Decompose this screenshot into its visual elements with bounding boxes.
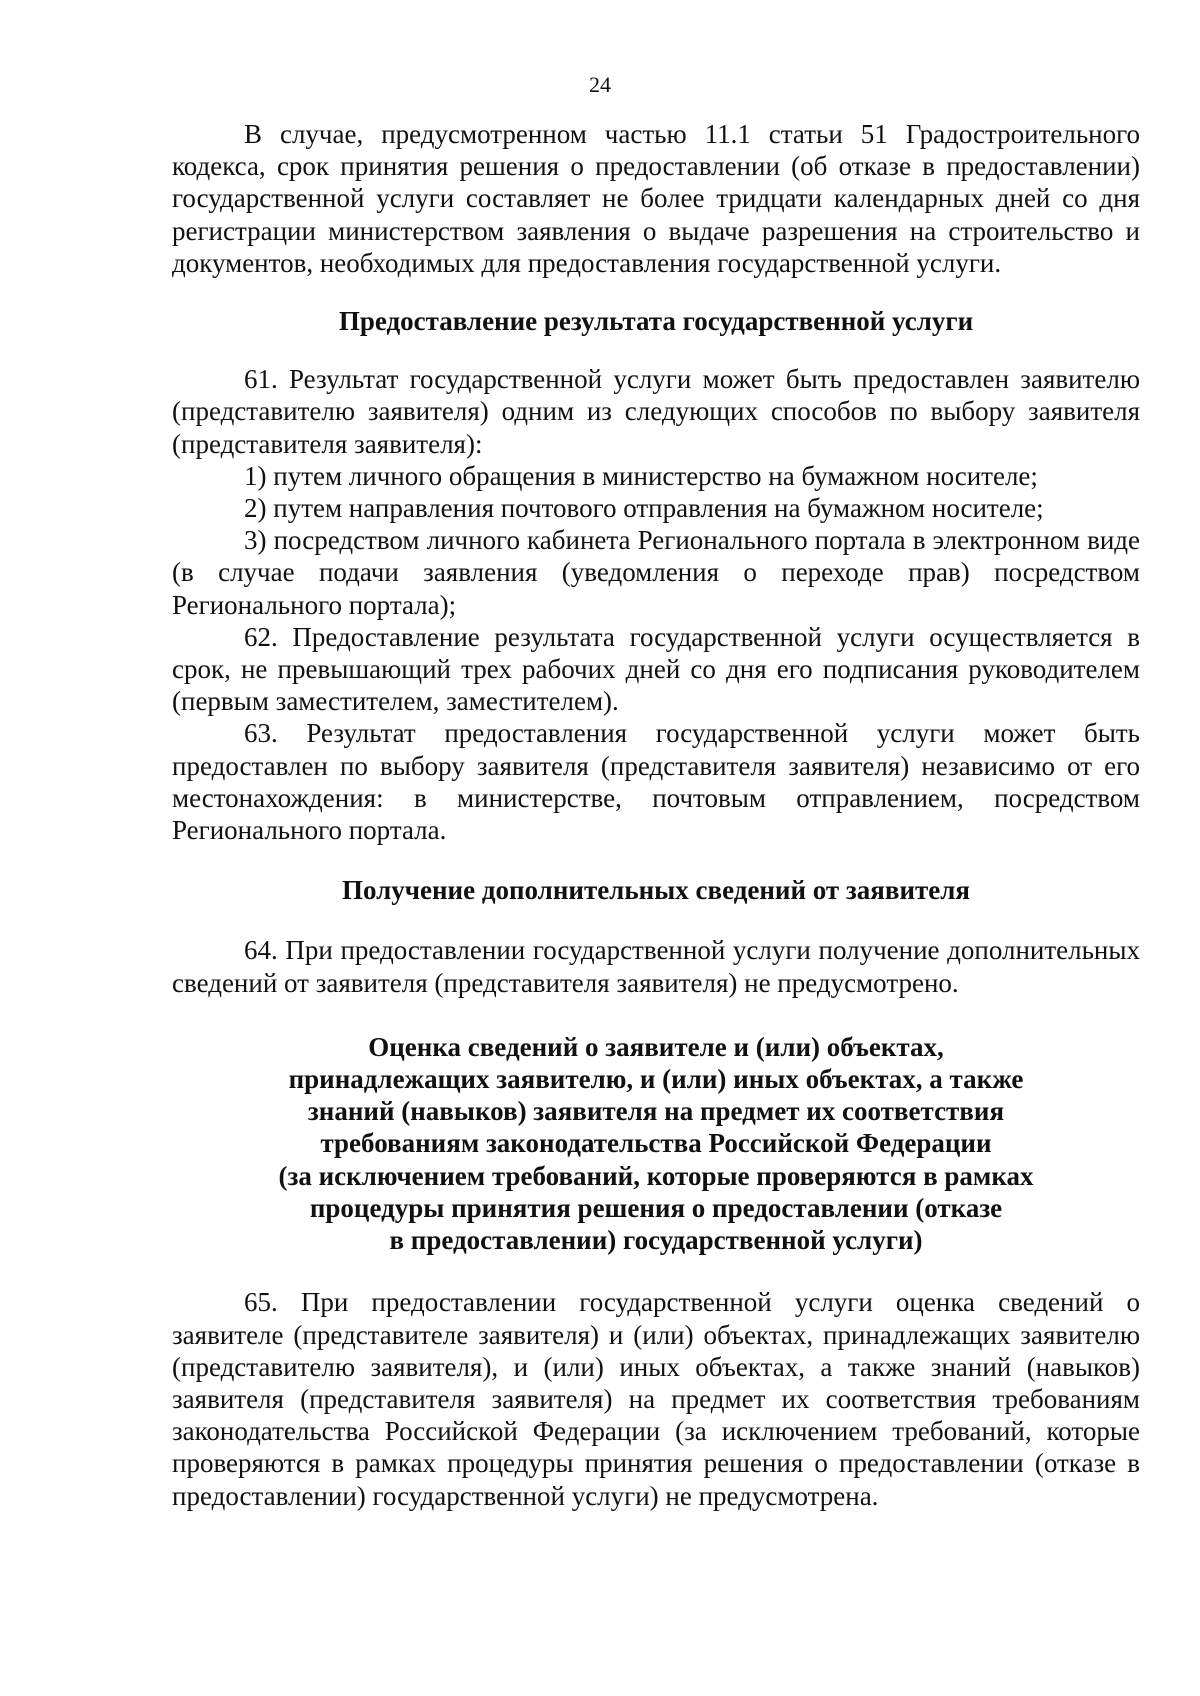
- paragraph-61: 61. Результат государственной услуги может быть предоставлен заявителю (представителю заявителя) одним из следующих способов по выбору заявителя (представителя заявителя):: [172, 364, 1140, 459]
- paragraph-intro: В случае, предусмотренном частью 11.1 статьи 51 Градостроительного кодекса, срок принятия решения о предоставлении (об отказе в предоставлении) государственной услуги составляет не более тридцати календарных дней со дня регистрации министерством заявления о выдаче разрешения на строительство и документов, необходимых для предоставления государственной услуги.: [172, 119, 1140, 278]
- heading-line: Оценка сведений о заявителе и (или) объектах,: [368, 1031, 944, 1062]
- section-heading-assessment: [172, 1031, 1140, 1256]
- document-body: [172, 118, 1140, 1512]
- heading-line: процедуры принятия решения о предоставлении (отказе: [309, 1192, 1003, 1223]
- section-heading-additional: Получение дополнительных сведений от заявителя: [341, 875, 971, 906]
- section-heading-result: Предоставление результата государственной услуги: [338, 306, 974, 337]
- paragraph-63: 63. Результат предоставления государственной услуги может быть предоставлен по выбору заявителя (представителя заявителя) независимо от его местонахождения: в министерстве, почтовым отправлением, посредством Регионального портала.: [172, 718, 1140, 846]
- list-item-3: 3) посредством личного кабинета Регионального портала в электронном виде (в случае подачи заявления (уведомления о переходе прав) посредством Регионального портала);: [172, 525, 1140, 620]
- page-number: 24: [589, 72, 611, 97]
- heading-line: знаний (навыков) заявителя на предмет их соответствия: [307, 1096, 1005, 1127]
- paragraph-64: 64. При предоставлении государственной услуги получение дополнительных сведений от заявителя (представителя заявителя) не предусмотрено.: [172, 935, 1140, 998]
- paragraph-62: 62. Предоставление результата государственной услуги осуществляется в срок, не превышающий трех рабочих дней со дня его подписания руководителем (первым заместителем, заместителем).: [172, 621, 1140, 717]
- list-item-1: 1) путем личного обращения в министерство на бумажном носителе;: [244, 460, 1038, 491]
- heading-line: принадлежащих заявителю, и (или) иных объектах, а также: [288, 1064, 1024, 1095]
- list-item-2: 2) путем направления почтового отправления на бумажном носителе;: [244, 493, 1044, 524]
- heading-line: требованиям законодательства Российской Федерации: [320, 1128, 992, 1159]
- heading-line: (за исключением требований, которые проверяются в рамках: [278, 1160, 1034, 1191]
- heading-line: в предоставлении) государственной услуги): [389, 1225, 923, 1256]
- paragraph-65: 65. При предоставлении государственной услуги оценка сведений о заявителе (представителе заявителя) и (или) объектах, принадлежащих заявителю (представителю заявителя), и (или) иных объектах, а также знаний (навыков) заявителя (представителя заявителя) на предмет их соответствия требованиям законодательства Российской Федерации (за исключением требований, которые проверяются в рамках процедуры принятия решения о предоставлении (отказе в предоставлении) государственной услуги) не предусмотрена.: [172, 1287, 1140, 1511]
